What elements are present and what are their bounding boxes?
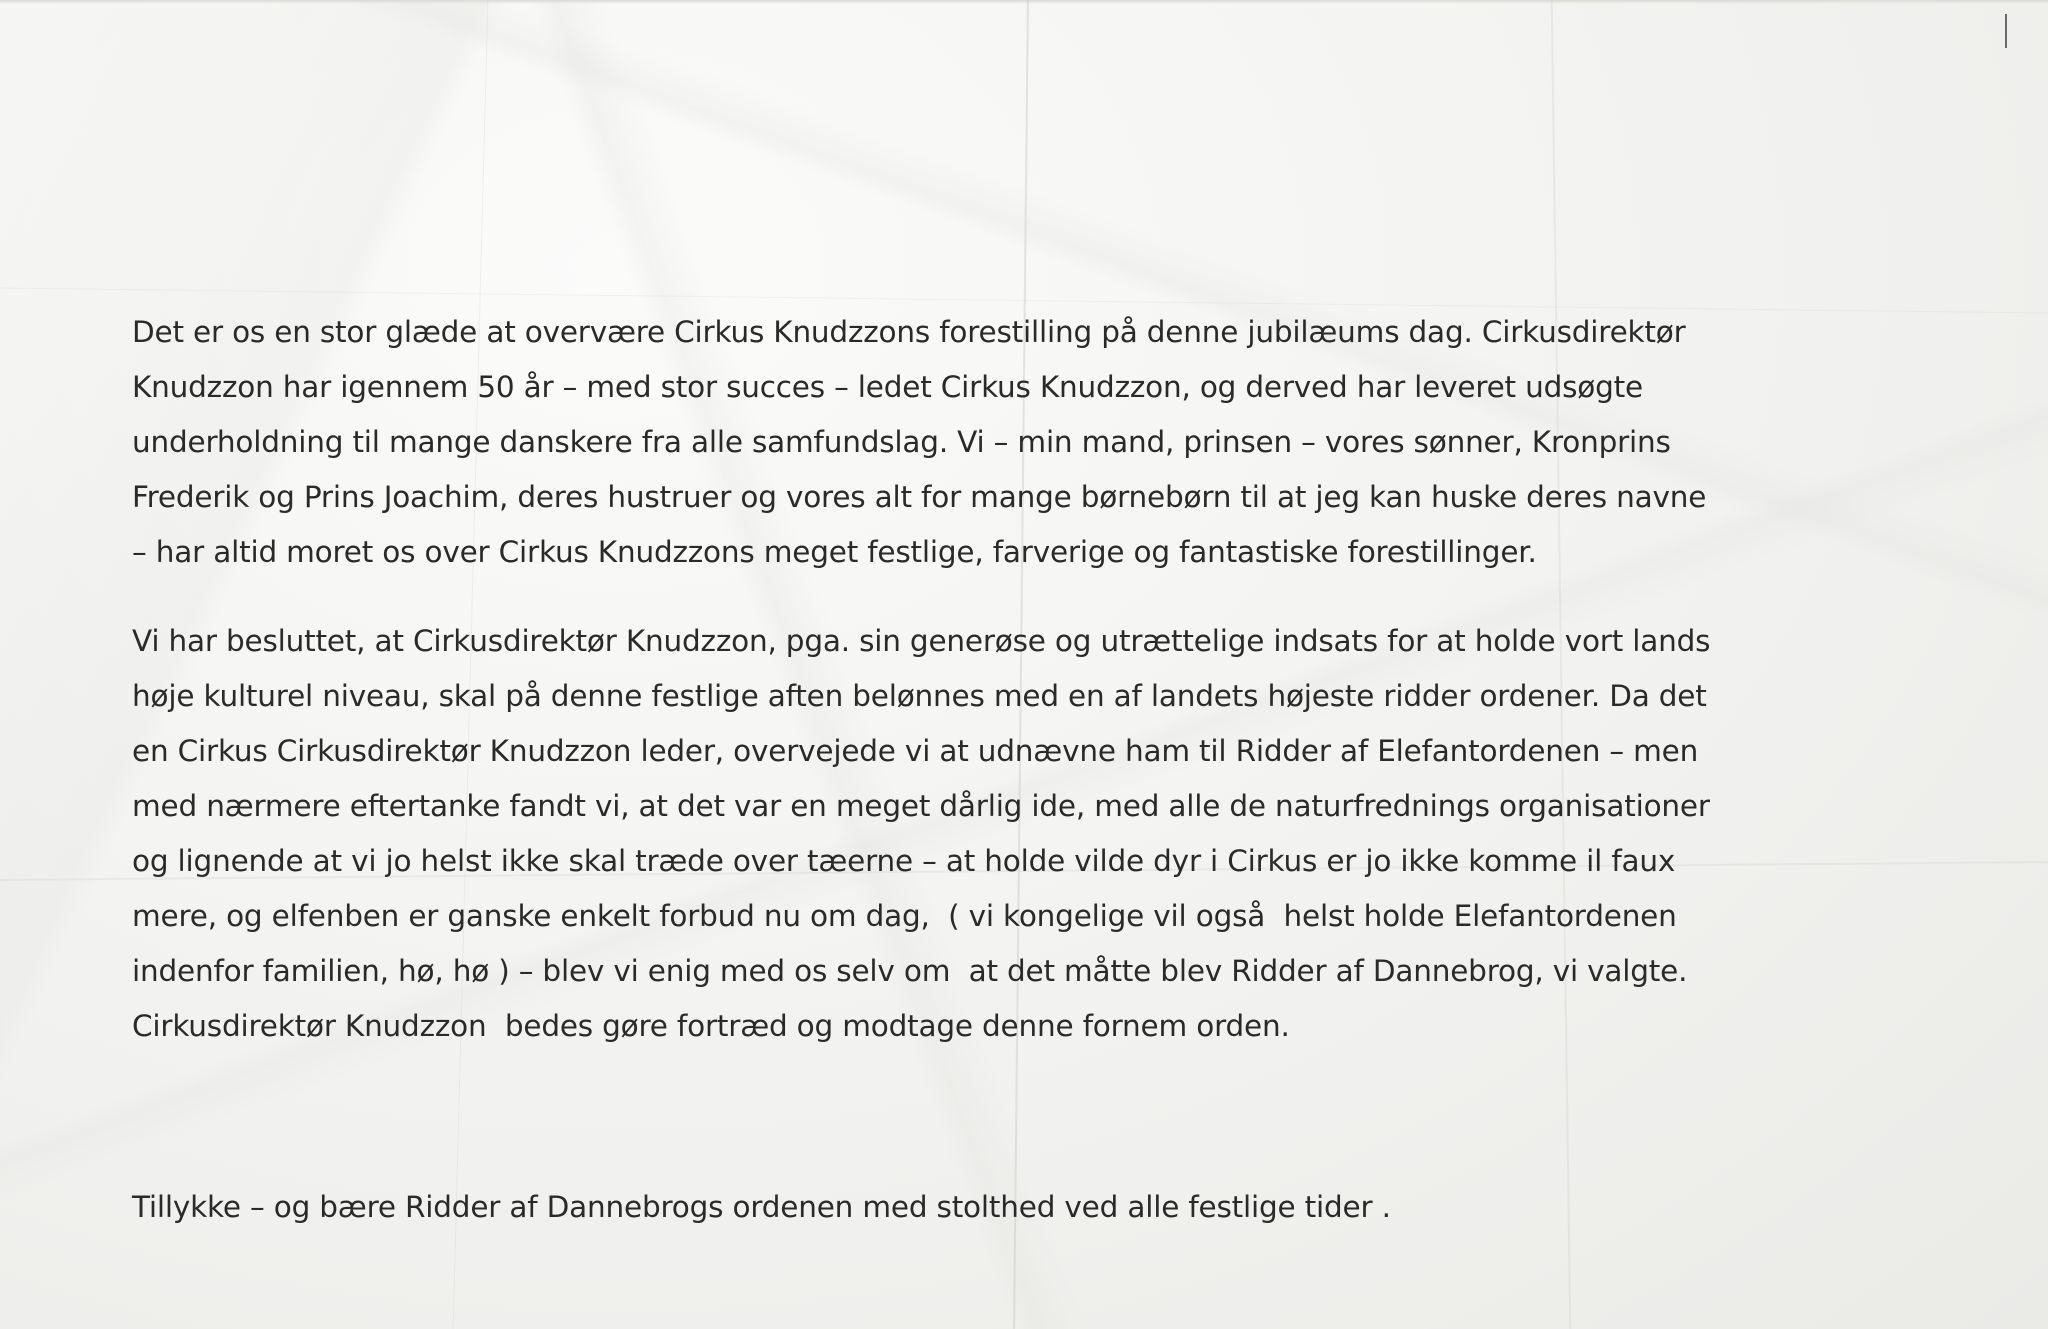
paragraph-1: [132, 305, 2012, 580]
paragraph-2: [132, 614, 2012, 1054]
paragraph-line: – har altid moret os over Cirkus Knudzzons meget festlige, farverige og fantastiske forestillinger.: [132, 535, 1537, 569]
paper-top-edge: [0, 0, 2048, 4]
paragraph-line: mere, og elfenben er ganske enkelt forbud nu om dag, ( vi kongelige vil også helst holde Elefantordenen: [132, 899, 1677, 933]
closing-line: Tillykke – og bære Ridder af Dannebrogs ordenen med stolthed ved alle festlige tider .: [132, 1190, 1391, 1224]
paragraph-line: Det er os en stor glæde at overvære Cirkus Knudzzons forestilling på denne jubilæums dag. Cirkusdirektør: [132, 315, 1686, 349]
paper-corner-mark: [2005, 14, 2007, 48]
paragraph-line: Vi har besluttet, at Cirkusdirektør Knudzzon, pga. sin generøse og utrættelige indsats for at holde vort lands: [132, 624, 1711, 658]
paragraph-line: Frederik og Prins Joachim, deres hustruer og vores alt for mange børnebørn til at jeg kan huske deres navne: [132, 480, 1707, 514]
paragraph-line: og lignende at vi jo helst ikke skal træde over tæerne – at holde vilde dyr i Cirkus er jo ikke komme il faux: [132, 844, 1676, 878]
paragraph-line: Knudzzon har igennem 50 år – med stor succes – ledet Cirkus Knudzzon, og derved har leveret udsøgte: [132, 370, 1643, 404]
paragraph-line: underholdning til mange danskere fra alle samfundslag. Vi – min mand, prinsen – vores sønner, Kronprins: [132, 425, 1671, 459]
paragraph-line: med nærmere eftertanke fandt vi, at det var en meget dårlig ide, med alle de naturfrednings organisationer: [132, 789, 1710, 823]
paragraph-line: en Cirkus Cirkusdirektør Knudzzon leder, overvejede vi at udnævne ham til Ridder af Elefantordenen – men: [132, 734, 1699, 768]
paragraph-line: indenfor familien, hø, hø ) – blev vi enig med os selv om at det måtte blev Ridder af Dannebrog, vi valgte.: [132, 954, 1688, 988]
paragraph-line: høje kulturel niveau, skal på denne festlige aften belønnes med en af landets højeste ridder ordener. Da det: [132, 679, 1707, 713]
paragraph-line: Cirkusdirektør Knudzzon bedes gøre fortræd og modtage denne fornem orden.: [132, 1009, 1290, 1043]
letter-body: [132, 305, 2012, 1054]
